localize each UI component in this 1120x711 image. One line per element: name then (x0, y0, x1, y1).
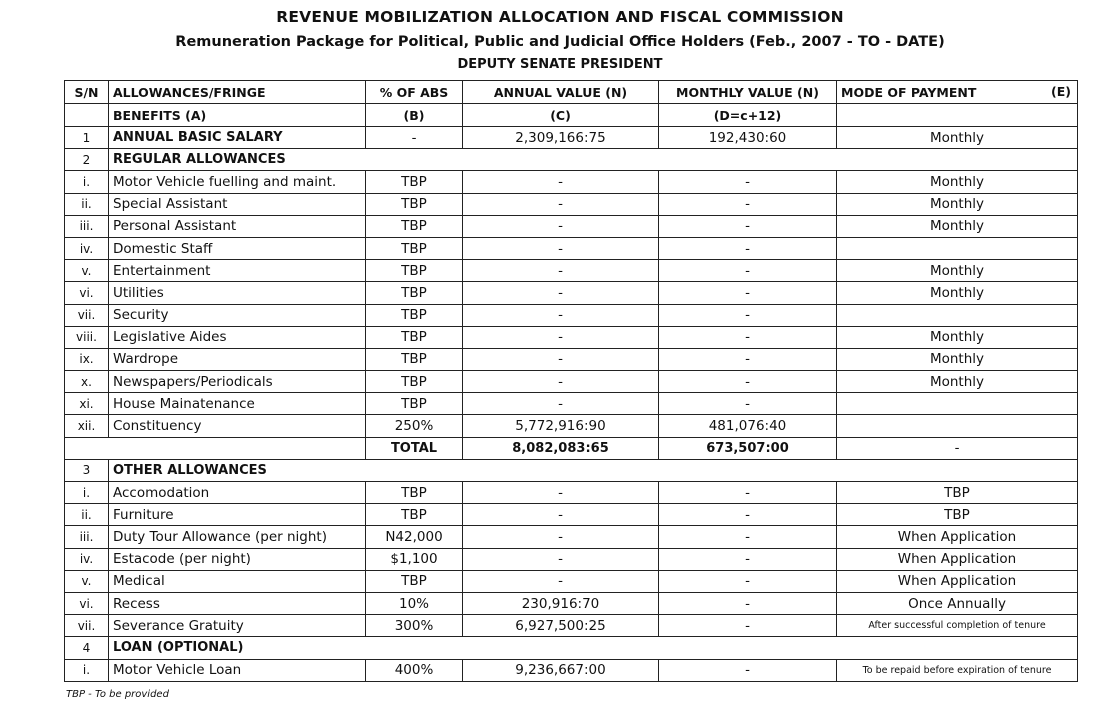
remuneration-table (64, 80, 1078, 682)
section-label: REGULAR ALLOWANCES (109, 149, 1078, 171)
row-annual: - (463, 304, 659, 326)
row-mode: When Application (837, 570, 1078, 592)
row-mode: Monthly (837, 215, 1078, 237)
row-monthly: - (659, 482, 837, 504)
table-row (65, 415, 1078, 437)
row-sn: v. (65, 570, 109, 592)
total-label: TOTAL (366, 437, 463, 459)
row-label: Utilities (109, 282, 366, 304)
row-label: Motor Vehicle Loan (109, 659, 366, 681)
row-sn: x. (65, 371, 109, 393)
header-allowances: ALLOWANCES/FRINGE (109, 81, 366, 104)
row-label: Special Assistant (109, 193, 366, 215)
table-row (65, 570, 1078, 592)
row-abs: TBP (366, 348, 463, 370)
row-annual: - (463, 348, 659, 370)
table-row (65, 282, 1078, 304)
row-mode: TBP (837, 482, 1078, 504)
office-title: DEPUTY SENATE PRESIDENT (457, 57, 663, 72)
row-label: ANNUAL BASIC SALARY (109, 127, 366, 149)
header-row-1 (65, 81, 1078, 104)
row-abs: TBP (366, 237, 463, 259)
row-mode: Monthly (837, 193, 1078, 215)
row-label: Personal Assistant (109, 215, 366, 237)
row-annual: - (463, 371, 659, 393)
row-abs: TBP (366, 171, 463, 193)
row-abs: $1,100 (366, 548, 463, 570)
header-benefits: BENEFITS (A) (109, 104, 366, 127)
table-row-basic-salary (65, 127, 1078, 149)
row-annual: - (463, 326, 659, 348)
row-annual: 230,916:70 (463, 592, 659, 614)
total-row (65, 437, 1078, 459)
row-annual: - (463, 504, 659, 526)
row-annual: - (463, 548, 659, 570)
row-mode (837, 304, 1078, 326)
row-mode: Monthly (837, 282, 1078, 304)
section-heading-other (65, 459, 1078, 481)
section-sn: 3 (65, 459, 109, 481)
row-annual: - (463, 282, 659, 304)
table-row (65, 237, 1078, 259)
table-row (65, 371, 1078, 393)
header-annual-code: (C) (463, 104, 659, 127)
table-row (65, 260, 1078, 282)
section-label: OTHER ALLOWANCES (109, 459, 1078, 481)
row-annual: 5,772,916:90 (463, 415, 659, 437)
row-mode: Monthly (837, 348, 1078, 370)
footnote: TBP - To be provided (66, 689, 169, 700)
row-mode: After successful completion of tenure (837, 615, 1078, 637)
row-abs: TBP (366, 304, 463, 326)
row-sn: iv. (65, 548, 109, 570)
total-sn-blank (65, 437, 109, 459)
row-abs: TBP (366, 570, 463, 592)
row-monthly: - (659, 659, 837, 681)
row-sn: ix. (65, 348, 109, 370)
row-annual: 6,927,500:25 (463, 615, 659, 637)
row-label: Entertainment (109, 260, 366, 282)
row-sn: xii. (65, 415, 109, 437)
section-label: LOAN (OPTIONAL) (109, 637, 1078, 659)
row-abs: TBP (366, 215, 463, 237)
row-monthly: - (659, 260, 837, 282)
row-sn: xi. (65, 393, 109, 415)
row-label: Domestic Staff (109, 237, 366, 259)
row-monthly: - (659, 504, 837, 526)
row-mode (837, 415, 1078, 437)
row-label: Estacode (per night) (109, 548, 366, 570)
row-abs: TBP (366, 193, 463, 215)
row-monthly: - (659, 570, 837, 592)
row-annual: - (463, 570, 659, 592)
row-monthly: - (659, 237, 837, 259)
row-label: Newspapers/Periodicals (109, 371, 366, 393)
table-row (65, 592, 1078, 614)
row-abs: 10% (366, 592, 463, 614)
row-abs: TBP (366, 282, 463, 304)
row-monthly: - (659, 592, 837, 614)
row-monthly: - (659, 348, 837, 370)
row-sn: viii. (65, 326, 109, 348)
row-monthly: - (659, 304, 837, 326)
total-monthly: 673,507:00 (659, 437, 837, 459)
row-annual: - (463, 393, 659, 415)
row-abs: TBP (366, 482, 463, 504)
section-heading-loan (65, 637, 1078, 659)
table-row (65, 348, 1078, 370)
row-monthly: - (659, 393, 837, 415)
row-sn: vii. (65, 304, 109, 326)
row-mode: Monthly (837, 371, 1078, 393)
row-monthly: 481,076:40 (659, 415, 837, 437)
header-monthly: MONTHLY VALUE (N) (659, 81, 837, 104)
row-label: Legislative Aides (109, 326, 366, 348)
row-monthly: - (659, 371, 837, 393)
header-sn: S/N (65, 81, 109, 104)
header-row-2 (65, 104, 1078, 127)
header-mode-label: MODE OF PAYMENT (841, 84, 977, 100)
header-sn-blank (65, 104, 109, 127)
table-row (65, 615, 1078, 637)
row-annual: - (463, 215, 659, 237)
row-abs: TBP (366, 371, 463, 393)
row-abs: TBP (366, 393, 463, 415)
row-monthly: - (659, 215, 837, 237)
row-monthly: - (659, 282, 837, 304)
row-abs: TBP (366, 260, 463, 282)
row-monthly: - (659, 171, 837, 193)
row-mode: TBP (837, 504, 1078, 526)
package-subtitle: Remuneration Package for Political, Public and Judicial Office Holders (Feb., 2007 - TO - DATE) (175, 34, 945, 50)
table-row (65, 393, 1078, 415)
header-annual: ANNUAL VALUE (N) (463, 81, 659, 104)
table-row (65, 215, 1078, 237)
row-sn: i. (65, 482, 109, 504)
row-annual: - (463, 482, 659, 504)
row-annual: - (463, 237, 659, 259)
row-label: House Mainatenance (109, 393, 366, 415)
row-mode (837, 237, 1078, 259)
row-mode: When Application (837, 526, 1078, 548)
section-sn: 4 (65, 637, 109, 659)
row-monthly: - (659, 615, 837, 637)
row-monthly: 192,430:60 (659, 127, 837, 149)
table-row (65, 526, 1078, 548)
row-mode: Monthly (837, 260, 1078, 282)
row-label: Wardrope (109, 348, 366, 370)
row-sn: v. (65, 260, 109, 282)
row-sn: ii. (65, 193, 109, 215)
row-abs: TBP (366, 326, 463, 348)
header-mode-blank (837, 104, 1078, 127)
header-abs-code: (B) (366, 104, 463, 127)
total-blank (109, 437, 366, 459)
row-mode: To be repaid before expiration of tenure (837, 659, 1078, 681)
row-annual: - (463, 171, 659, 193)
row-sn: iv. (65, 237, 109, 259)
row-sn: vi. (65, 282, 109, 304)
row-sn: 1 (65, 127, 109, 149)
row-abs: 300% (366, 615, 463, 637)
row-sn: i. (65, 171, 109, 193)
row-label: Constituency (109, 415, 366, 437)
row-label: Accomodation (109, 482, 366, 504)
row-sn: iii. (65, 526, 109, 548)
row-mode: Monthly (837, 127, 1078, 149)
table-row (65, 326, 1078, 348)
row-label: Duty Tour Allowance (per night) (109, 526, 366, 548)
row-monthly: - (659, 193, 837, 215)
row-mode: Monthly (837, 326, 1078, 348)
section-heading-regular (65, 149, 1078, 171)
row-monthly: - (659, 548, 837, 570)
row-annual: 9,236,667:00 (463, 659, 659, 681)
row-sn: vii. (65, 615, 109, 637)
commission-title: REVENUE MOBILIZATION ALLOCATION AND FISCAL COMMISSION (276, 8, 844, 26)
row-abs: 250% (366, 415, 463, 437)
section-sn: 2 (65, 149, 109, 171)
row-label: Medical (109, 570, 366, 592)
row-label: Severance Gratuity (109, 615, 366, 637)
header-abs: % OF ABS (366, 81, 463, 104)
table-row (65, 304, 1078, 326)
row-abs: 400% (366, 659, 463, 681)
row-mode: When Application (837, 548, 1078, 570)
row-monthly: - (659, 326, 837, 348)
table-row (65, 171, 1078, 193)
row-abs: N42,000 (366, 526, 463, 548)
total-annual: 8,082,083:65 (463, 437, 659, 459)
row-sn: i. (65, 659, 109, 681)
row-annual: 2,309,166:75 (463, 127, 659, 149)
row-label: Motor Vehicle fuelling and maint. (109, 171, 366, 193)
table-row (65, 504, 1078, 526)
table-row (65, 659, 1078, 681)
total-mode: - (837, 437, 1078, 459)
row-label: Furniture (109, 504, 366, 526)
row-mode: Once Annually (837, 592, 1078, 614)
header-monthly-code: (D=c+12) (659, 104, 837, 127)
row-abs: TBP (366, 504, 463, 526)
table-row (65, 193, 1078, 215)
header-mode (837, 81, 1078, 104)
table-row (65, 548, 1078, 570)
row-annual: - (463, 260, 659, 282)
row-sn: ii. (65, 504, 109, 526)
row-sn: iii. (65, 215, 109, 237)
table-row (65, 482, 1078, 504)
row-mode (837, 393, 1078, 415)
row-annual: - (463, 193, 659, 215)
header-mode-e: (E) (1051, 84, 1071, 99)
row-abs: - (366, 127, 463, 149)
row-monthly: - (659, 526, 837, 548)
row-label: Security (109, 304, 366, 326)
row-mode: Monthly (837, 171, 1078, 193)
row-label: Recess (109, 592, 366, 614)
row-annual: - (463, 526, 659, 548)
row-sn: vi. (65, 592, 109, 614)
